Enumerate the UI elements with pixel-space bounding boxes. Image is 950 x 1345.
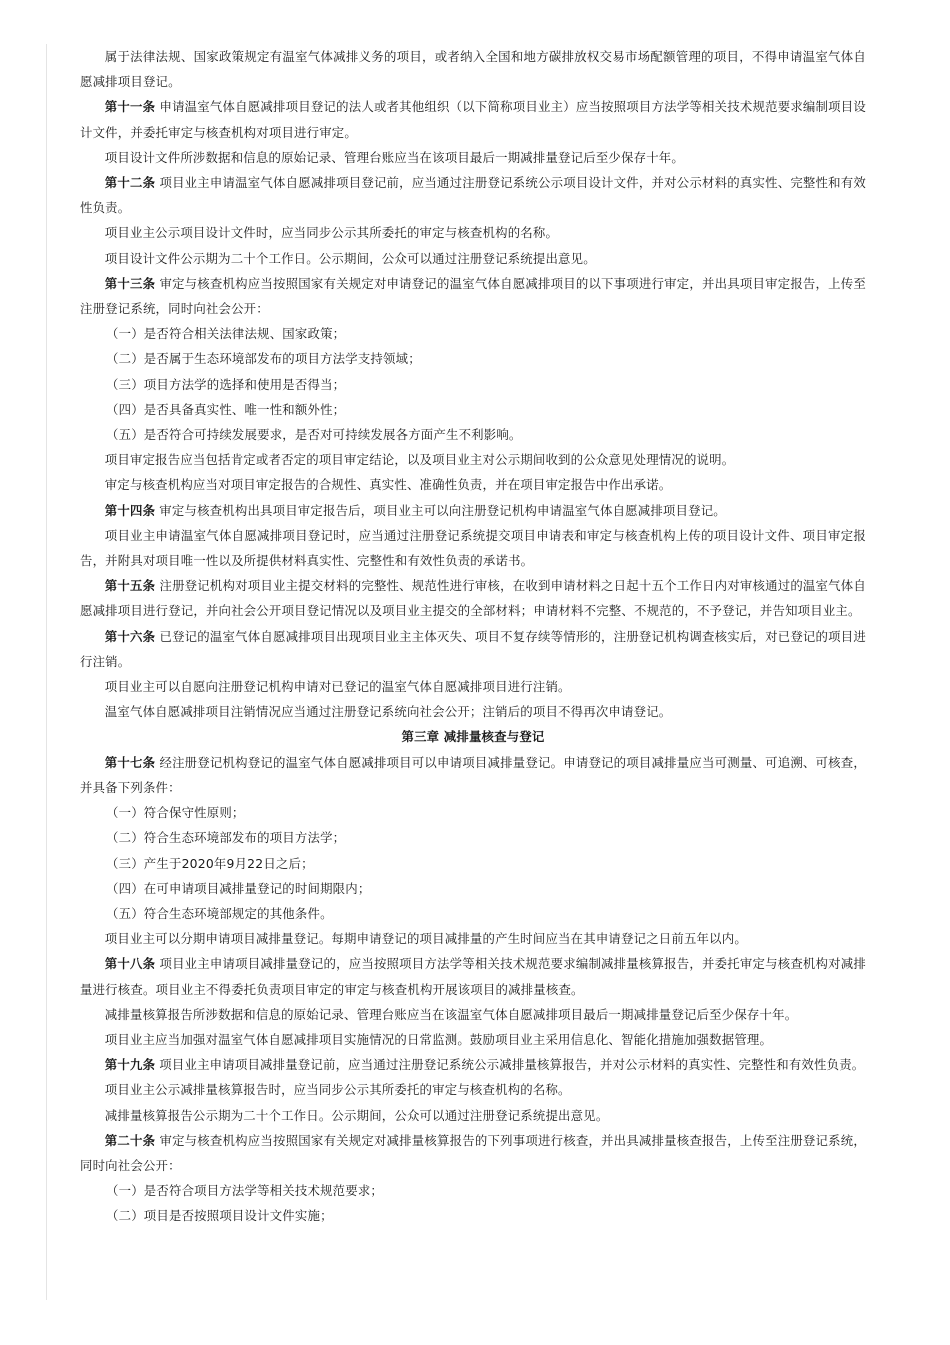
paragraph: 项目业主应当加强对温室气体自愿减排项目实施情况的日常监测。鼓励项目业主采用信息化、智能化措施加强数据管理。 [104,1031,773,1047]
article-text: 审定与核查机构出具项目审定报告后，项目业主可以向注册登记机构申请温室气体自愿减排项目登记。 [155,502,726,518]
article-paragraph [80,750,866,800]
list-item: （五）符合生态环境部规定的其他条件。 [106,905,333,921]
paragraph: 项目业主公示减排量核算报告时，应当同步公示其所委托的审定与核查机构的名称。 [104,1082,571,1098]
article-text: 已登记的温室气体自愿减排项目出现项目业主主体灭失、项目不复存续等情形的，注册登记机构调查核实后，对已登记的项目进行注销。 [80,628,866,669]
article-number: 第十三条 [104,275,156,291]
paragraph: 项目设计文件公示期为二十个工作日。公示期间，公众可以通过注册登记系统提出意见。 [104,250,596,266]
paragraph: 项目业主可以自愿向注册登记机构申请对已登记的温室气体自愿减排项目进行注销。 [104,679,571,695]
article-number: 第十八条 [104,956,156,972]
article-paragraph [80,271,866,321]
paragraph: 项目业主申请温室气体自愿减排项目登记时，应当通过注册登记系统提交项目申请表和审定与核查机构上传的项目设计文件、项目审定报告，并附具对项目唯一性以及所提供材料真实性、完整性和有效性负责的承诺书。 [80,527,866,569]
paragraph: 项目审定报告应当包括肯定或者否定的项目审定结论，以及项目业主对公示期间收到的公众意见处理情况的说明。 [104,452,735,468]
paragraph: 项目业主可以分期申请项目减排量登记。每期申请登记的项目减排量的产生时间应当在其申请登记之日前五年以内。 [104,931,747,947]
article-paragraph [80,951,866,1001]
list-item: （三）项目方法学的选择和使用是否得当； [106,376,346,392]
article-number: 第十一条 [104,99,156,115]
paragraph: 项目设计文件所涉数据和信息的原始记录、管理台账应当在该项目最后一期减排量登记后至少保存十年。 [104,149,684,165]
list-item: （三）产生于2020年9月22日之后； [106,855,314,871]
article-paragraph [80,498,866,523]
article-paragraph [80,94,866,144]
article-paragraph [80,573,866,623]
list-item: （四）在可申请项目减排量登记的时间期限内； [106,880,371,896]
paragraph: 温室气体自愿减排项目注销情况应当通过注册登记系统向社会公开；注销后的项目不得再次申请登记。 [104,704,672,720]
article-paragraph [80,1052,866,1077]
article-number: 第十四条 [104,502,156,518]
list-item: （一）是否符合项目方法学等相关技术规范要求； [106,1183,384,1199]
list-item: （四）是否具备真实性、唯一性和额外性； [106,401,346,417]
article-number: 第十二条 [104,175,156,191]
article-number: 第十七条 [104,754,156,770]
article-text: 审定与核查机构应当按照国家有关规定对减排量核算报告的下列事项进行核查，并出具减排量核查报告，上传至注册登记系统，同时向社会公开： [80,1132,866,1173]
list-item: （二）符合生态环境部发布的项目方法学； [106,830,346,846]
paragraph: 项目业主公示项目设计文件时，应当同步公示其所委托的审定与核查机构的名称。 [104,225,559,241]
list-item: （一）符合保守性原则； [106,805,245,821]
document-body [80,44,866,1229]
article-paragraph [80,1128,866,1178]
list-item: （二）是否属于生态环境部发布的项目方法学支持领域； [106,351,421,367]
article-number: 第十六条 [104,628,156,644]
list-item: （一）是否符合相关法律法规、国家政策； [106,326,346,342]
article-paragraph [80,624,866,674]
paragraph: 减排量核算报告所涉数据和信息的原始记录、管理台账应当在该温室气体自愿减排项目最后一期减排量登记后至少保存十年。 [104,1006,798,1022]
article-number: 第十九条 [104,1057,156,1073]
article-text: 审定与核查机构应当按照国家有关规定对申请登记的温室气体自愿减排项目的以下事项进行审定，并出具项目审定报告，上传至注册登记系统，同时向社会公开： [80,275,866,317]
article-text: 项目业主申请项目减排量登记的，应当按照项目方法学等相关技术规范要求编制减排量核算报告，并委托审定与核查机构对减排量进行核查。项目业主不得委托负责项目审定的审定与核查机构开展该项目的减排量核查。 [80,956,866,997]
paragraph: 减排量核算报告公示期为二十个工作日。公示期间，公众可以通过注册登记系统提出意见。 [104,1107,609,1123]
paragraph: 属于法律法规、国家政策规定有温室气体减排义务的项目，或者纳入全国和地方碳排放权交易市场配额管理的项目，不得申请温室气体自愿减排项目登记。 [80,49,866,90]
article-paragraph [80,170,866,220]
article-text: 项目业主申请温室气体自愿减排项目登记前，应当通过注册登记系统公示项目设计文件，并对公示材料的真实性、完整性和有效性负责。 [80,175,866,216]
article-text: 经注册登记机构登记的温室气体自愿减排项目可以申请项目减排量登记。申请登记的项目减排量应当可测量、可追溯、可核查，并具备下列条件： [80,754,866,795]
article-text: 注册登记机构对项目业主提交材料的完整性、规范性进行审核，在收到申请材料之日起十五个工作日内对审核通过的温室气体自愿减排项目进行登记，并向社会公开项目登记情况以及项目业主提交的全部材料；申请材料不完整、不规范的，不予登记，并告知项目业主。 [80,578,866,619]
page-margin-rule [46,44,47,1300]
article-text: 项目业主申请项目减排量登记前，应当通过注册登记系统公示减排量核算报告，并对公示材料的真实性、完整性和有效性负责。 [155,1057,865,1073]
chapter-heading: 第三章 减排量核查与登记 [401,729,545,745]
article-number: 第十五条 [104,578,156,594]
article-text: 申请温室气体自愿减排项目登记的法人或者其他组织（以下简称项目业主）应当按照项目方法学等相关技术规范要求编制项目设计文件，并委托审定与核查机构对项目进行审定。 [80,99,866,140]
paragraph: 审定与核查机构应当对项目审定报告的合规性、真实性、准确性负责，并在项目审定报告中作出承诺。 [104,477,672,493]
list-item: （二）项目是否按照项目设计文件实施； [106,1208,333,1224]
list-item: （五）是否符合可持续发展要求，是否对可持续发展各方面产生不利影响。 [106,427,522,443]
article-number: 第二十条 [104,1132,156,1148]
